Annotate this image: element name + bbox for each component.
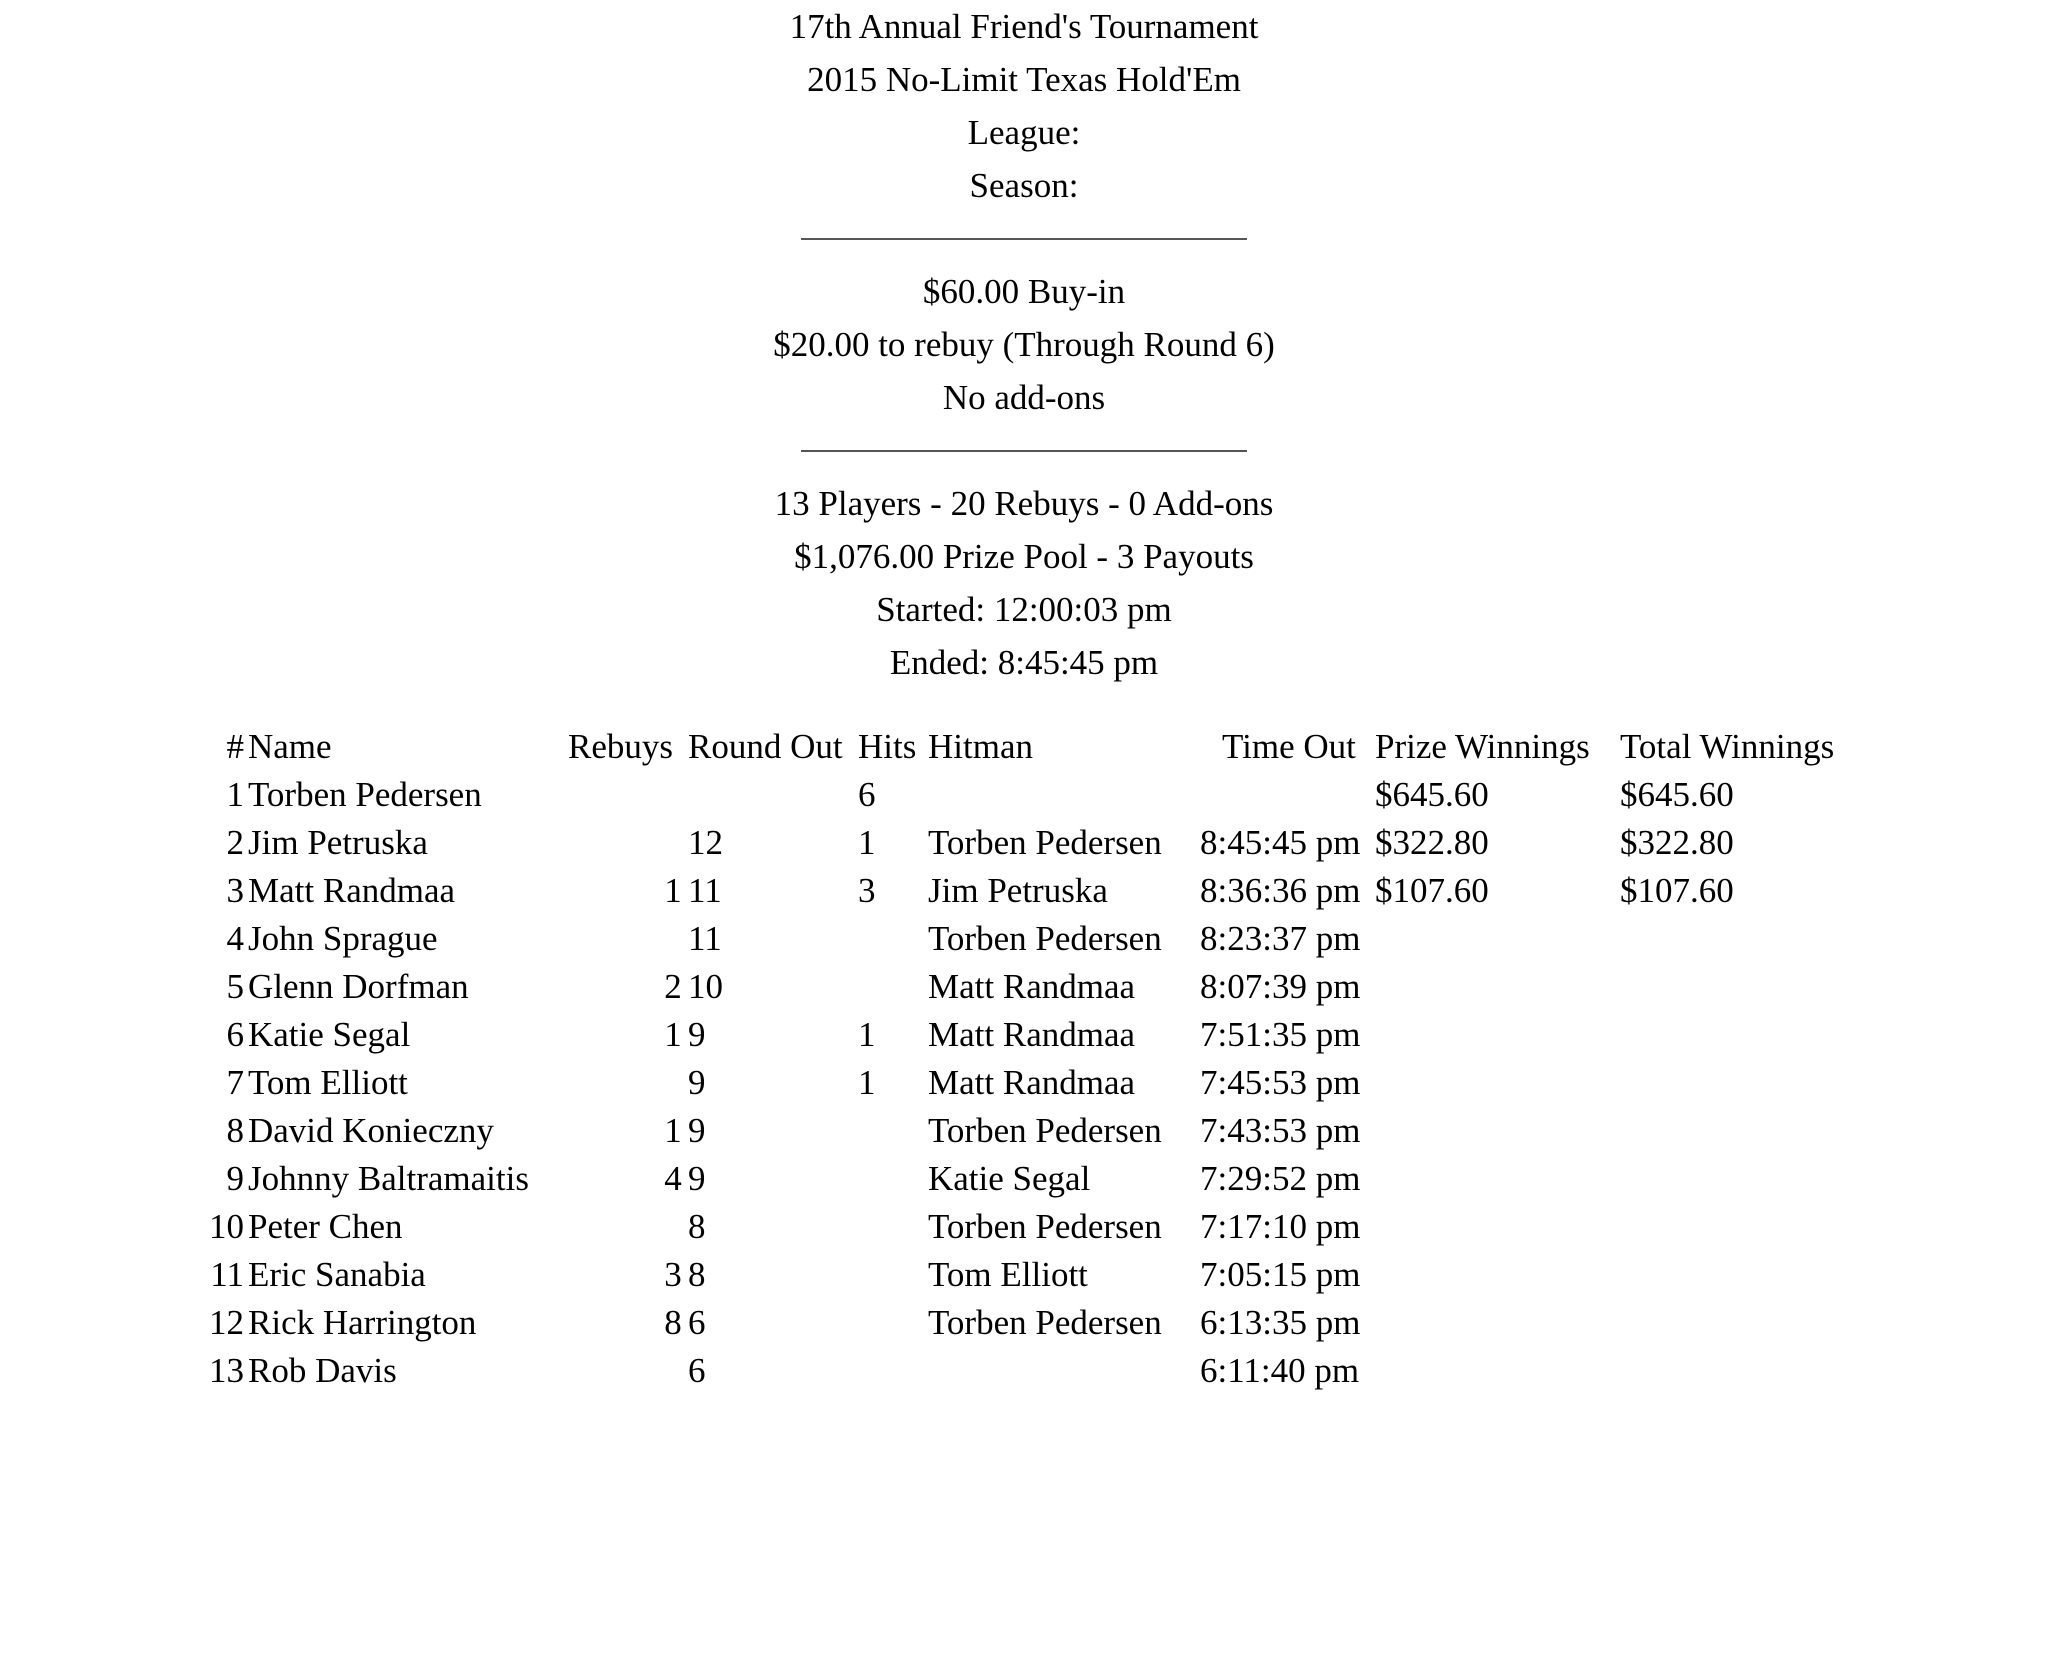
tournament-title: 17th Annual Friend's Tournament	[789, 7, 1259, 46]
column-header-hits: Hits	[858, 727, 917, 766]
tournament-subtitle: 2015 No-Limit Texas Hold'Em	[807, 60, 1241, 99]
player-round-out: 6	[688, 1351, 706, 1390]
player-total-winnings: $645.60	[1620, 775, 1734, 814]
player-prize-winnings: $107.60	[1375, 871, 1489, 910]
player-name: Rick Harrington	[248, 1303, 477, 1342]
player-rank: 11	[210, 1255, 244, 1294]
player-rank: 7	[226, 1063, 244, 1102]
player-name: Tom Elliott	[248, 1063, 408, 1102]
player-hits: 3	[858, 871, 876, 910]
results-table	[200, 723, 1880, 1413]
player-round-out: 11	[688, 871, 722, 910]
player-name: Glenn Dorfman	[248, 967, 469, 1006]
player-rebuys: 2	[664, 967, 682, 1006]
player-hitman: Torben Pedersen	[928, 823, 1162, 862]
column-header-name: Name	[248, 727, 332, 766]
table-row	[200, 1155, 1880, 1203]
player-time-out: 7:43:53 pm	[1200, 1111, 1361, 1150]
player-name: Peter Chen	[248, 1207, 403, 1246]
player-rank: 13	[209, 1351, 244, 1390]
player-time-out: 8:07:39 pm	[1200, 967, 1361, 1006]
column-header-num: #	[226, 727, 244, 766]
column-header-time-out: Time Out	[1222, 727, 1356, 766]
divider	[801, 238, 1247, 240]
player-round-out: 8	[688, 1255, 706, 1294]
table-body	[200, 771, 1880, 1395]
player-time-out: 7:17:10 pm	[1200, 1207, 1361, 1246]
table-row	[200, 915, 1880, 963]
player-name: Matt Randmaa	[248, 871, 456, 910]
column-header-rebuys: Rebuys	[568, 727, 673, 766]
player-prize-winnings: $322.80	[1375, 823, 1489, 862]
player-time-out: 8:36:36 pm	[1200, 871, 1361, 910]
player-rank: 4	[226, 919, 244, 958]
column-header-total-winnings: Total Winnings	[1620, 727, 1835, 766]
table-row	[200, 771, 1880, 819]
table-row	[200, 1107, 1880, 1155]
buy-in-text: $60.00 Buy-in	[922, 272, 1126, 311]
player-hitman: Torben Pedersen	[928, 1111, 1162, 1150]
prize-pool-text: $1,076.00 Prize Pool - 3 Payouts	[794, 537, 1254, 576]
player-name: Johnny Baltramaitis	[248, 1159, 529, 1198]
table-header-row	[200, 723, 1880, 771]
table-row	[200, 1347, 1880, 1395]
table-row	[200, 867, 1880, 915]
player-time-out: 8:45:45 pm	[1200, 823, 1361, 862]
player-round-out: 10	[688, 967, 723, 1006]
player-round-out: 9	[688, 1063, 706, 1102]
player-time-out: 7:29:52 pm	[1200, 1159, 1361, 1198]
player-name: Rob Davis	[248, 1351, 397, 1390]
player-name: David Konieczny	[248, 1111, 494, 1150]
player-rank: 2	[226, 823, 244, 862]
player-rebuys: 4	[664, 1159, 682, 1198]
player-rank: 9	[226, 1159, 244, 1198]
player-hitman: Matt Randmaa	[928, 967, 1136, 1006]
summary-text: 13 Players - 20 Rebuys - 0 Add-ons	[774, 484, 1274, 523]
player-name: Torben Pedersen	[248, 775, 482, 814]
player-rank: 12	[209, 1303, 244, 1342]
player-round-out: 9	[688, 1159, 706, 1198]
player-hitman: Matt Randmaa	[928, 1015, 1136, 1054]
player-name: Eric Sanabia	[248, 1255, 426, 1294]
player-time-out: 6:13:35 pm	[1200, 1303, 1361, 1342]
player-rebuys: 8	[664, 1303, 682, 1342]
player-rank: 10	[209, 1207, 244, 1246]
ended-time: Ended: 8:45:45 pm	[889, 643, 1159, 682]
tournament-header	[0, 0, 2048, 689]
player-prize-winnings: $645.60	[1375, 775, 1489, 814]
player-rank: 1	[226, 775, 244, 814]
player-name: Katie Segal	[248, 1015, 411, 1054]
column-header-round-out: Round Out	[688, 727, 843, 766]
player-round-out: 8	[688, 1207, 706, 1246]
column-header-prize-winnings: Prize Winnings	[1375, 727, 1590, 766]
table-row	[200, 1299, 1880, 1347]
table-row	[200, 1011, 1880, 1059]
player-total-winnings: $107.60	[1620, 871, 1734, 910]
player-hits: 1	[858, 823, 876, 862]
table-row	[200, 1251, 1880, 1299]
player-hits: 6	[858, 775, 876, 814]
player-name: Jim Petruska	[248, 823, 428, 862]
player-hits: 1	[858, 1063, 876, 1102]
table-row	[200, 1059, 1880, 1107]
player-rebuys: 1	[664, 1111, 682, 1150]
player-time-out: 7:45:53 pm	[1200, 1063, 1361, 1102]
player-total-winnings: $322.80	[1620, 823, 1734, 862]
player-hitman: Jim Petruska	[928, 871, 1108, 910]
league-label: League:	[967, 113, 1081, 152]
player-round-out: 9	[688, 1015, 706, 1054]
column-header-hitman: Hitman	[928, 727, 1033, 766]
player-hitman: Tom Elliott	[928, 1255, 1088, 1294]
table-row	[200, 1203, 1880, 1251]
table-row	[200, 819, 1880, 867]
season-label: Season:	[969, 166, 1079, 205]
player-rank: 5	[226, 967, 244, 1006]
player-time-out: 7:05:15 pm	[1200, 1255, 1361, 1294]
player-time-out: 6:11:40 pm	[1200, 1351, 1360, 1390]
player-round-out: 11	[688, 919, 722, 958]
player-round-out: 6	[688, 1303, 706, 1342]
started-time: Started: 12:00:03 pm	[876, 590, 1172, 629]
addons-text: No add-ons	[942, 378, 1106, 417]
player-rebuys: 3	[664, 1255, 682, 1294]
player-name: John Sprague	[248, 919, 438, 958]
player-rebuys: 1	[664, 1015, 682, 1054]
player-round-out: 12	[688, 823, 723, 862]
rebuy-text: $20.00 to rebuy (Through Round 6)	[773, 325, 1275, 364]
divider	[801, 450, 1247, 452]
player-hitman: Torben Pedersen	[928, 919, 1162, 958]
player-time-out: 8:23:37 pm	[1200, 919, 1361, 958]
player-hitman: Torben Pedersen	[928, 1303, 1162, 1342]
player-time-out: 7:51:35 pm	[1200, 1015, 1361, 1054]
player-hitman: Torben Pedersen	[928, 1207, 1162, 1246]
player-hits: 1	[858, 1015, 876, 1054]
player-rebuys: 1	[664, 871, 682, 910]
player-hitman: Katie Segal	[928, 1159, 1091, 1198]
player-rank: 8	[226, 1111, 244, 1150]
table-row	[200, 963, 1880, 1011]
player-round-out: 9	[688, 1111, 706, 1150]
player-rank: 3	[226, 871, 244, 910]
player-hitman: Matt Randmaa	[928, 1063, 1136, 1102]
player-rank: 6	[226, 1015, 244, 1054]
